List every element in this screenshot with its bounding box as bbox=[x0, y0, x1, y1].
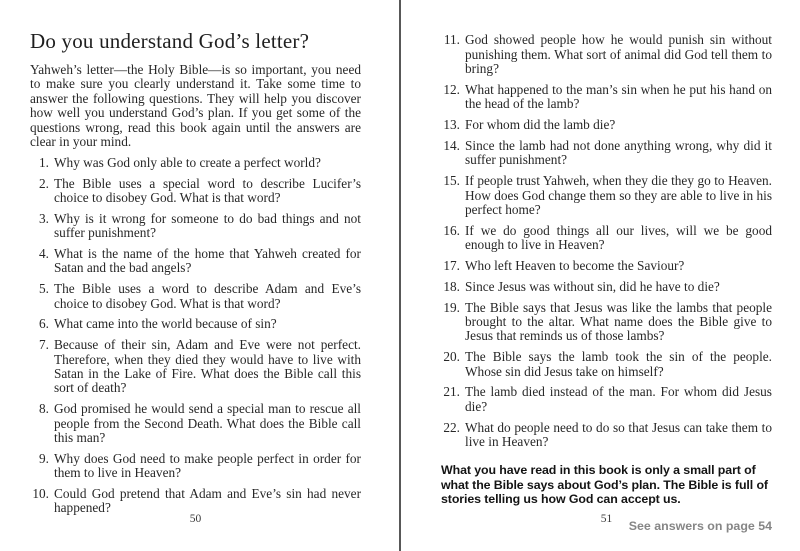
question-item bbox=[441, 280, 772, 294]
question-item bbox=[30, 452, 361, 481]
question-item bbox=[441, 385, 772, 414]
question-number: 11. bbox=[443, 32, 460, 48]
question-number: 17. bbox=[443, 258, 460, 274]
question-item bbox=[30, 177, 361, 206]
question-text: If people trust Yahweh, when they die they go to Heaven. How does God change them so they are able to live in his perfect home? bbox=[465, 173, 772, 218]
question-item bbox=[30, 338, 361, 396]
question-item bbox=[30, 317, 361, 331]
question-text: Why is it wrong for someone to do bad things and not suffer punishment? bbox=[54, 210, 361, 241]
question-text: God showed people how he would punish sin without punishing them. What sort of animal did God tell them to bring? bbox=[465, 32, 772, 77]
question-item bbox=[441, 139, 772, 168]
page-right bbox=[441, 27, 772, 545]
question-number: 15. bbox=[443, 173, 460, 189]
question-text: What came into the world because of sin? bbox=[54, 316, 277, 332]
question-text: The Bible says the lamb took the sin of the people. Whose sin did Jesus take on himself? bbox=[465, 349, 772, 379]
question-item bbox=[30, 156, 361, 170]
question-number: 4. bbox=[39, 246, 49, 262]
question-number: 16. bbox=[443, 222, 460, 238]
question-item bbox=[441, 118, 772, 132]
question-item bbox=[441, 421, 772, 450]
question-text: For whom did the lamb die? bbox=[465, 117, 616, 133]
question-item bbox=[441, 301, 772, 344]
question-number: 20. bbox=[443, 349, 460, 365]
question-number: 14. bbox=[443, 138, 460, 153]
intro-paragraph: Yahweh’s letter—the Holy Bible—is so important, you need to make sure you clearly understand it. Take some time to answer the following questions. They will help you discover how well you understand God’s plan. If you get some of the questions wrong, read this book again until the answers are clear in your mind. bbox=[30, 62, 361, 150]
question-item bbox=[30, 487, 361, 516]
question-number: 9. bbox=[39, 450, 49, 466]
page-left bbox=[30, 29, 361, 516]
question-text: The Bible uses a word to describe Adam and Eve’s choice to disobey God. What is that word? bbox=[54, 281, 361, 311]
question-item bbox=[441, 224, 772, 253]
question-text: Why was God only able to create a perfect world? bbox=[54, 154, 321, 170]
question-number: 2. bbox=[39, 175, 49, 191]
question-number: 6. bbox=[39, 316, 49, 332]
question-text: Why does God need to make people perfect in order for them to live in Heaven? bbox=[54, 450, 361, 481]
question-number: 8. bbox=[39, 401, 49, 417]
question-item bbox=[30, 282, 361, 311]
question-text: Because of their sin, Adam and Eve were not perfect. Therefore, when they died they would have to live with Satan in the Lake of Fire. What does the Bible call this sort of death? bbox=[54, 337, 361, 396]
answers-note: See answers on page 54 bbox=[628, 519, 772, 534]
question-number: 10. bbox=[32, 486, 49, 502]
question-text: God promised he would send a special man to rescue all people from the Second Death. What does the Bible call this man? bbox=[54, 401, 361, 446]
question-text: Since Jesus was without sin, did he have to die? bbox=[465, 278, 720, 294]
question-item bbox=[30, 247, 361, 276]
question-item bbox=[441, 83, 772, 112]
question-item bbox=[30, 402, 361, 445]
question-text: Who left Heaven to become the Saviour? bbox=[465, 258, 685, 274]
question-number: 12. bbox=[443, 82, 460, 97]
question-number: 3. bbox=[39, 210, 49, 226]
page-title: Do you understand God’s letter? bbox=[30, 29, 310, 53]
question-number: 18. bbox=[443, 278, 460, 294]
question-number: 13. bbox=[443, 117, 460, 133]
question-text: What is the name of the home that Yahweh created for Satan and the bad angels? bbox=[54, 246, 361, 276]
question-list-left bbox=[30, 156, 361, 516]
question-item bbox=[441, 33, 772, 76]
question-number: 21. bbox=[443, 384, 460, 400]
question-list-right bbox=[441, 33, 772, 449]
question-number: 7. bbox=[39, 337, 49, 353]
question-text: The lamb died instead of the man. For whom did Jesus die? bbox=[465, 384, 772, 414]
question-number: 19. bbox=[443, 299, 460, 315]
question-item bbox=[441, 350, 772, 379]
question-text: If we do good things all our lives, will we be good enough to live in Heaven? bbox=[465, 222, 772, 253]
question-item bbox=[441, 259, 772, 273]
question-text: What do people need to do so that Jesus can take them to live in Heaven? bbox=[465, 419, 772, 450]
question-number: 1. bbox=[39, 154, 49, 170]
page-number-left: 50 bbox=[189, 513, 202, 525]
question-number: 22. bbox=[443, 419, 460, 435]
question-text: Since the lamb had not done anything wrong, why did it suffer punishment? bbox=[465, 138, 772, 168]
question-text: The Bible says that Jesus was like the lambs that people brought to the altar. What name does the Bible give to Jesus that reminds us of those lambs? bbox=[465, 299, 772, 344]
question-text: Could God pretend that Adam and Eve’s sin had never happened? bbox=[54, 486, 361, 516]
question-text: What happened to the man’s sin when he put his hand on the head of the lamb? bbox=[465, 82, 772, 112]
question-number: 5. bbox=[39, 281, 49, 297]
question-item bbox=[441, 174, 772, 217]
question-text: The Bible uses a special word to describe Lucifer’s choice to disobey God. What is that word? bbox=[54, 175, 361, 206]
closing-paragraph: What you have read in this book is only a small part of what the Bible says about God’s plan. The Bible is full of stories telling us how God can accept us. bbox=[441, 463, 768, 507]
page-divider bbox=[399, 0, 401, 551]
question-item bbox=[30, 212, 361, 241]
page-number-right: 51 bbox=[600, 513, 613, 525]
